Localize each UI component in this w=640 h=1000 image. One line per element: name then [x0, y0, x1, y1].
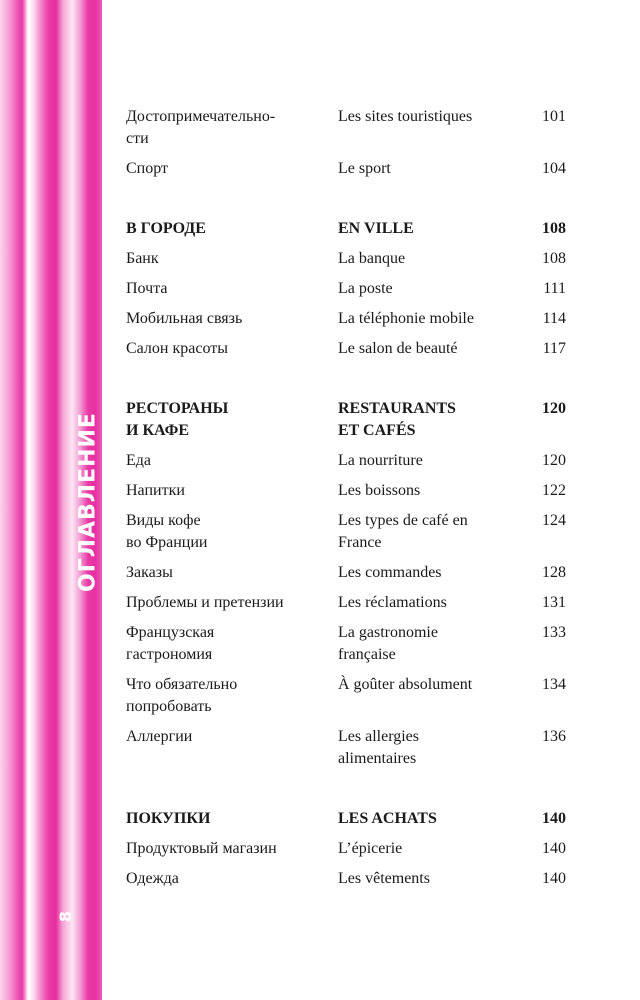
- toc-french: EN VILLE: [338, 220, 414, 237]
- toc-row: [126, 248, 566, 270]
- toc-page: 114: [542, 310, 566, 327]
- toc-row: [126, 106, 566, 150]
- toc-page: 117: [542, 340, 566, 357]
- toc-french: RESTAURANTS ET CAFÉS: [338, 400, 456, 439]
- toc-russian: Аллергии: [126, 728, 193, 745]
- toc-french: La poste: [338, 280, 393, 297]
- toc-page: 101: [542, 108, 566, 125]
- toc-french: Les commandes: [338, 564, 442, 581]
- toc-row: [126, 158, 566, 180]
- toc-french: La gastronomie française: [338, 624, 438, 663]
- toc-russian: Напитки: [126, 482, 185, 499]
- toc-russian: Почта: [126, 280, 168, 297]
- toc-row: [126, 622, 566, 666]
- toc-russian: Спорт: [126, 160, 169, 177]
- toc-page: 140: [542, 870, 566, 887]
- toc-page: 134: [542, 676, 566, 693]
- toc-french: Le sport: [338, 160, 391, 177]
- toc-page: 140: [542, 810, 566, 827]
- toc-french: Le salon de beauté: [338, 340, 458, 357]
- toc-row: [126, 450, 566, 472]
- toc-russian: Проблемы и претензии: [126, 594, 284, 611]
- toc-page: 111: [543, 280, 566, 297]
- toc-russian: Мобильная связь: [126, 310, 243, 327]
- toc-russian: Еда: [126, 452, 152, 469]
- toc-section-heading: [126, 398, 566, 442]
- toc-page: 133: [542, 624, 566, 641]
- toc-french: À goûter absolument: [338, 676, 473, 693]
- toc-row: [126, 674, 566, 718]
- toc-page: 128: [542, 564, 566, 581]
- section-gap: [126, 778, 566, 808]
- table-of-contents: [126, 106, 566, 898]
- section-gap: [126, 368, 566, 398]
- toc-russian: ПОКУПКИ: [126, 810, 211, 827]
- toc-russian: Банк: [126, 250, 159, 267]
- toc-row: [126, 338, 566, 360]
- toc-row: [126, 510, 566, 554]
- toc-page: 140: [542, 840, 566, 857]
- toc-french: Les réclamations: [338, 594, 447, 611]
- toc-russian: Одежда: [126, 870, 179, 887]
- toc-russian: Что обязательно попробовать: [126, 676, 238, 715]
- toc-page: 131: [542, 594, 566, 611]
- toc-row: [126, 838, 566, 860]
- toc-french: La banque: [338, 250, 406, 267]
- toc-page: 104: [542, 160, 566, 177]
- toc-row: [126, 480, 566, 502]
- toc-french: La téléphonie mobile: [338, 310, 474, 327]
- toc-row: [126, 308, 566, 330]
- toc-page: 136: [542, 728, 566, 745]
- toc-french: Les boissons: [338, 482, 421, 499]
- page-number: 8: [56, 910, 76, 923]
- toc-french: Les allergies alimentaires: [338, 728, 420, 767]
- toc-russian: Продуктовый магазин: [126, 840, 277, 857]
- section-title-vertical: ОГЛАВЛЕНИЕ: [75, 412, 101, 592]
- toc-russian: Достопримечательно- сти: [126, 108, 276, 147]
- toc-page: 124: [542, 512, 566, 529]
- toc-russian: Заказы: [126, 564, 173, 581]
- toc-row: [126, 562, 566, 584]
- toc-row: [126, 726, 566, 770]
- section-gap: [126, 188, 566, 218]
- toc-page: 122: [542, 482, 566, 499]
- toc-page: 108: [542, 250, 566, 267]
- toc-row: [126, 592, 566, 614]
- toc-french: L’épicerie: [338, 840, 403, 857]
- toc-french: Les sites touristiques: [338, 108, 473, 125]
- toc-row: [126, 868, 566, 890]
- toc-russian: РЕСТОРАНЫ И КАФЕ: [126, 400, 229, 439]
- toc-page: 120: [542, 400, 566, 417]
- toc-page: 108: [542, 220, 566, 237]
- toc-row: [126, 278, 566, 300]
- toc-section-heading: [126, 808, 566, 830]
- toc-french: La nourriture: [338, 452, 423, 469]
- toc-french: Les types de café en France: [338, 512, 468, 551]
- toc-section-heading: [126, 218, 566, 240]
- toc-russian: Салон красоты: [126, 340, 228, 357]
- toc-russian: Виды кофе во Франции: [126, 512, 208, 551]
- toc-russian: В ГОРОДЕ: [126, 220, 206, 237]
- toc-french: LES ACHATS: [338, 810, 437, 827]
- toc-page: 120: [542, 452, 566, 469]
- toc-french: Les vêtements: [338, 870, 430, 887]
- toc-russian: Французская гастрономия: [126, 624, 215, 663]
